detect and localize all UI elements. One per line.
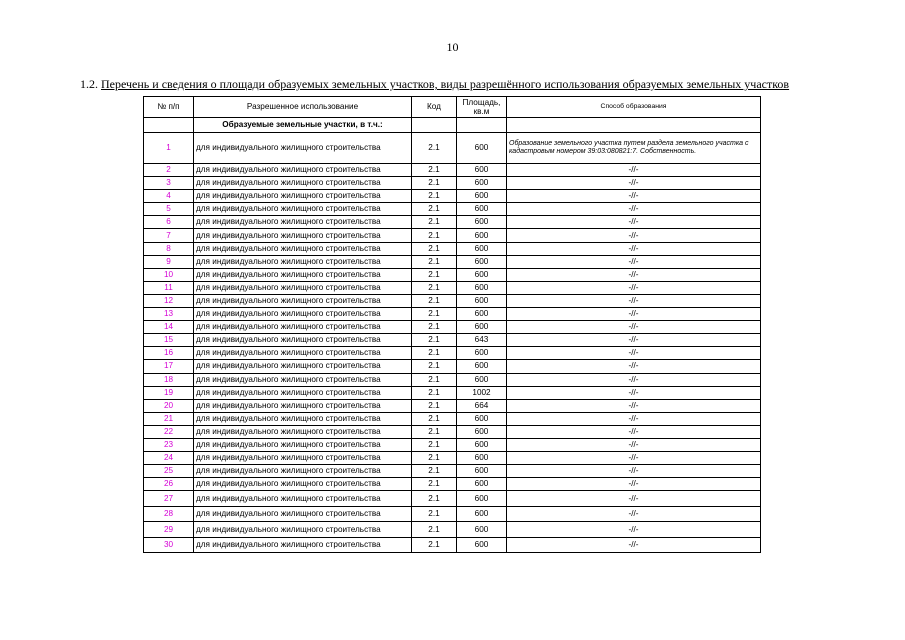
cell-use: для индивидуального жилищного строительства [194, 522, 412, 538]
cell-num: 25 [144, 465, 194, 478]
header-num: № п/п [144, 97, 194, 118]
group-row [144, 118, 761, 133]
table-row [144, 177, 761, 190]
cell-code: 2.1 [412, 308, 457, 321]
table-row [144, 308, 761, 321]
cell-num: 17 [144, 360, 194, 373]
cell-area: 600 [457, 425, 507, 438]
cell-use: для индивидуального жилищного строительства [194, 334, 412, 347]
cell-use: для индивидуального жилищного строительства [194, 347, 412, 360]
cell-method: -//- [507, 229, 761, 242]
cell-use: для индивидуального жилищного строительства [194, 373, 412, 386]
header-area: Площадь, кв.м [457, 97, 507, 118]
cell-use: для индивидуального жилищного строительства [194, 465, 412, 478]
cell-use: для индивидуального жилищного строительства [194, 438, 412, 451]
cell-code: 2.1 [412, 425, 457, 438]
group-num-cell [144, 118, 194, 133]
cell-use: для индивидуального жилищного строительства [194, 268, 412, 281]
group-method-cell [507, 118, 761, 133]
cell-use: для индивидуального жилищного строительства [194, 537, 412, 553]
cell-code: 2.1 [412, 478, 457, 491]
cell-code: 2.1 [412, 506, 457, 522]
table-row [144, 268, 761, 281]
cell-num: 14 [144, 321, 194, 334]
table-row [144, 360, 761, 373]
table-row [144, 465, 761, 478]
table-row [144, 478, 761, 491]
cell-method: -//- [507, 465, 761, 478]
cell-method: -//- [507, 216, 761, 229]
cell-num: 19 [144, 386, 194, 399]
cell-num: 11 [144, 281, 194, 294]
section-heading [80, 77, 860, 92]
cell-use: для индивидуального жилищного строительства [194, 203, 412, 216]
cell-code: 2.1 [412, 164, 457, 177]
cell-code: 2.1 [412, 360, 457, 373]
table-row [144, 294, 761, 307]
table-row [144, 412, 761, 425]
cell-code: 2.1 [412, 133, 457, 164]
cell-num: 2 [144, 164, 194, 177]
cell-area: 600 [457, 255, 507, 268]
cell-use: для индивидуального жилищного строительства [194, 506, 412, 522]
cell-method: -//- [507, 537, 761, 553]
cell-code: 2.1 [412, 386, 457, 399]
header-code: Код [412, 97, 457, 118]
cell-method: -//- [507, 203, 761, 216]
cell-area: 600 [457, 537, 507, 553]
cell-method: -//- [507, 308, 761, 321]
cell-use: для индивидуального жилищного строительства [194, 255, 412, 268]
cell-use: для индивидуального жилищного строительства [194, 412, 412, 425]
cell-area: 600 [457, 465, 507, 478]
cell-method: Образование земельного участка путем раздела земельного участка с кадастровым номером 39:03:080821:7. Собственность. [507, 133, 761, 164]
group-label: Образуемые земельные участки, в т.ч.: [194, 118, 412, 133]
section-title: Перечень и сведения о площади образуемых земельных участков, виды разрешённого использования образуемых земельных участков [101, 77, 790, 91]
cell-num: 18 [144, 373, 194, 386]
table-row [144, 438, 761, 451]
cell-use: для индивидуального жилищного строительства [194, 177, 412, 190]
cell-code: 2.1 [412, 177, 457, 190]
cell-use: для индивидуального жилищного строительства [194, 491, 412, 507]
cell-use: для индивидуального жилищного строительства [194, 360, 412, 373]
cell-method: -//- [507, 177, 761, 190]
table-row [144, 491, 761, 507]
table-row [144, 334, 761, 347]
cell-method: -//- [507, 242, 761, 255]
cell-code: 2.1 [412, 465, 457, 478]
cell-code: 2.1 [412, 438, 457, 451]
cell-num: 10 [144, 268, 194, 281]
table-row [144, 255, 761, 268]
cell-method: -//- [507, 386, 761, 399]
table-row [144, 242, 761, 255]
cell-method: -//- [507, 399, 761, 412]
table-row [144, 386, 761, 399]
cell-code: 2.1 [412, 412, 457, 425]
cell-code: 2.1 [412, 347, 457, 360]
cell-code: 2.1 [412, 399, 457, 412]
cell-num: 23 [144, 438, 194, 451]
cell-area: 600 [457, 308, 507, 321]
cell-code: 2.1 [412, 321, 457, 334]
cell-area: 600 [457, 229, 507, 242]
cell-code: 2.1 [412, 229, 457, 242]
cell-code: 2.1 [412, 294, 457, 307]
table-row [144, 321, 761, 334]
table-row [144, 522, 761, 538]
cell-method: -//- [507, 334, 761, 347]
cell-num: 26 [144, 478, 194, 491]
table-row [144, 229, 761, 242]
cell-use: для индивидуального жилищного строительства [194, 281, 412, 294]
group-code-cell [412, 118, 457, 133]
cell-num: 5 [144, 203, 194, 216]
cell-use: для индивидуального жилищного строительства [194, 386, 412, 399]
cell-area: 600 [457, 281, 507, 294]
table-row [144, 281, 761, 294]
table-row [144, 347, 761, 360]
cell-area: 1002 [457, 386, 507, 399]
cell-num: 16 [144, 347, 194, 360]
cell-area: 600 [457, 522, 507, 538]
table-row [144, 373, 761, 386]
cell-num: 13 [144, 308, 194, 321]
cell-method: -//- [507, 491, 761, 507]
cell-num: 4 [144, 190, 194, 203]
cell-method: -//- [507, 360, 761, 373]
cell-method: -//- [507, 506, 761, 522]
cell-code: 2.1 [412, 522, 457, 538]
cell-method: -//- [507, 478, 761, 491]
cell-num: 28 [144, 506, 194, 522]
table-row [144, 506, 761, 522]
cell-area: 600 [457, 203, 507, 216]
cell-area: 600 [457, 373, 507, 386]
cell-use: для индивидуального жилищного строительства [194, 425, 412, 438]
page-number: 10 [446, 40, 459, 54]
cell-num: 30 [144, 537, 194, 553]
cell-method: -//- [507, 268, 761, 281]
cell-num: 6 [144, 216, 194, 229]
cell-num: 29 [144, 522, 194, 538]
cell-method: -//- [507, 190, 761, 203]
cell-num: 3 [144, 177, 194, 190]
table-row [144, 216, 761, 229]
table-row [144, 164, 761, 177]
cell-use: для индивидуального жилищного строительства [194, 164, 412, 177]
cell-area: 600 [457, 268, 507, 281]
cell-num: 21 [144, 412, 194, 425]
table-row [144, 190, 761, 203]
group-area-cell [457, 118, 507, 133]
cell-area: 600 [457, 412, 507, 425]
cell-code: 2.1 [412, 190, 457, 203]
cell-use: для индивидуального жилищного строительства [194, 229, 412, 242]
cell-code: 2.1 [412, 255, 457, 268]
cell-area: 600 [457, 294, 507, 307]
cell-area: 600 [457, 133, 507, 164]
cell-code: 2.1 [412, 216, 457, 229]
cell-code: 2.1 [412, 268, 457, 281]
land-plots-table [143, 96, 761, 553]
cell-method: -//- [507, 438, 761, 451]
cell-num: 12 [144, 294, 194, 307]
cell-area: 600 [457, 190, 507, 203]
cell-area: 600 [457, 321, 507, 334]
table-row [144, 203, 761, 216]
cell-area: 600 [457, 452, 507, 465]
cell-num: 27 [144, 491, 194, 507]
cell-code: 2.1 [412, 452, 457, 465]
cell-method: -//- [507, 452, 761, 465]
cell-use: для индивидуального жилищного строительства [194, 242, 412, 255]
header-use: Разрешенное использование [194, 97, 412, 118]
cell-num: 20 [144, 399, 194, 412]
cell-method: -//- [507, 294, 761, 307]
cell-code: 2.1 [412, 373, 457, 386]
cell-num: 22 [144, 425, 194, 438]
cell-num: 15 [144, 334, 194, 347]
cell-area: 600 [457, 164, 507, 177]
cell-method: -//- [507, 255, 761, 268]
cell-method: -//- [507, 373, 761, 386]
table-header-row [144, 97, 761, 118]
cell-method: -//- [507, 281, 761, 294]
cell-code: 2.1 [412, 491, 457, 507]
cell-area: 600 [457, 438, 507, 451]
table-row [144, 425, 761, 438]
header-method: Способ образования [507, 97, 761, 118]
cell-method: -//- [507, 321, 761, 334]
cell-num: 1 [144, 133, 194, 164]
cell-area: 600 [457, 216, 507, 229]
cell-method: -//- [507, 522, 761, 538]
cell-area: 600 [457, 242, 507, 255]
cell-code: 2.1 [412, 203, 457, 216]
cell-use: для индивидуального жилищного строительства [194, 452, 412, 465]
cell-method: -//- [507, 164, 761, 177]
cell-num: 8 [144, 242, 194, 255]
cell-code: 2.1 [412, 242, 457, 255]
cell-area: 600 [457, 491, 507, 507]
cell-use: для индивидуального жилищного строительства [194, 294, 412, 307]
cell-use: для индивидуального жилищного строительства [194, 308, 412, 321]
section-number: 1.2. [80, 77, 98, 91]
cell-area: 600 [457, 478, 507, 491]
table-body [144, 118, 761, 553]
cell-code: 2.1 [412, 334, 457, 347]
cell-method: -//- [507, 412, 761, 425]
cell-code: 2.1 [412, 537, 457, 553]
cell-method: -//- [507, 347, 761, 360]
cell-area: 643 [457, 334, 507, 347]
cell-use: для индивидуального жилищного строительства [194, 399, 412, 412]
cell-method: -//- [507, 425, 761, 438]
cell-use: для индивидуального жилищного строительства [194, 190, 412, 203]
cell-area: 600 [457, 177, 507, 190]
cell-use: для индивидуального жилищного строительства [194, 216, 412, 229]
cell-area: 600 [457, 506, 507, 522]
table-row [144, 452, 761, 465]
table-row [144, 399, 761, 412]
cell-code: 2.1 [412, 281, 457, 294]
cell-use: для индивидуального жилищного строительства [194, 478, 412, 491]
cell-num: 24 [144, 452, 194, 465]
cell-area: 600 [457, 360, 507, 373]
cell-num: 7 [144, 229, 194, 242]
cell-use: для индивидуального жилищного строительства [194, 133, 412, 164]
cell-num: 9 [144, 255, 194, 268]
cell-area: 664 [457, 399, 507, 412]
cell-use: для индивидуального жилищного строительства [194, 321, 412, 334]
table-row [144, 133, 761, 164]
table-row [144, 537, 761, 553]
cell-area: 600 [457, 347, 507, 360]
